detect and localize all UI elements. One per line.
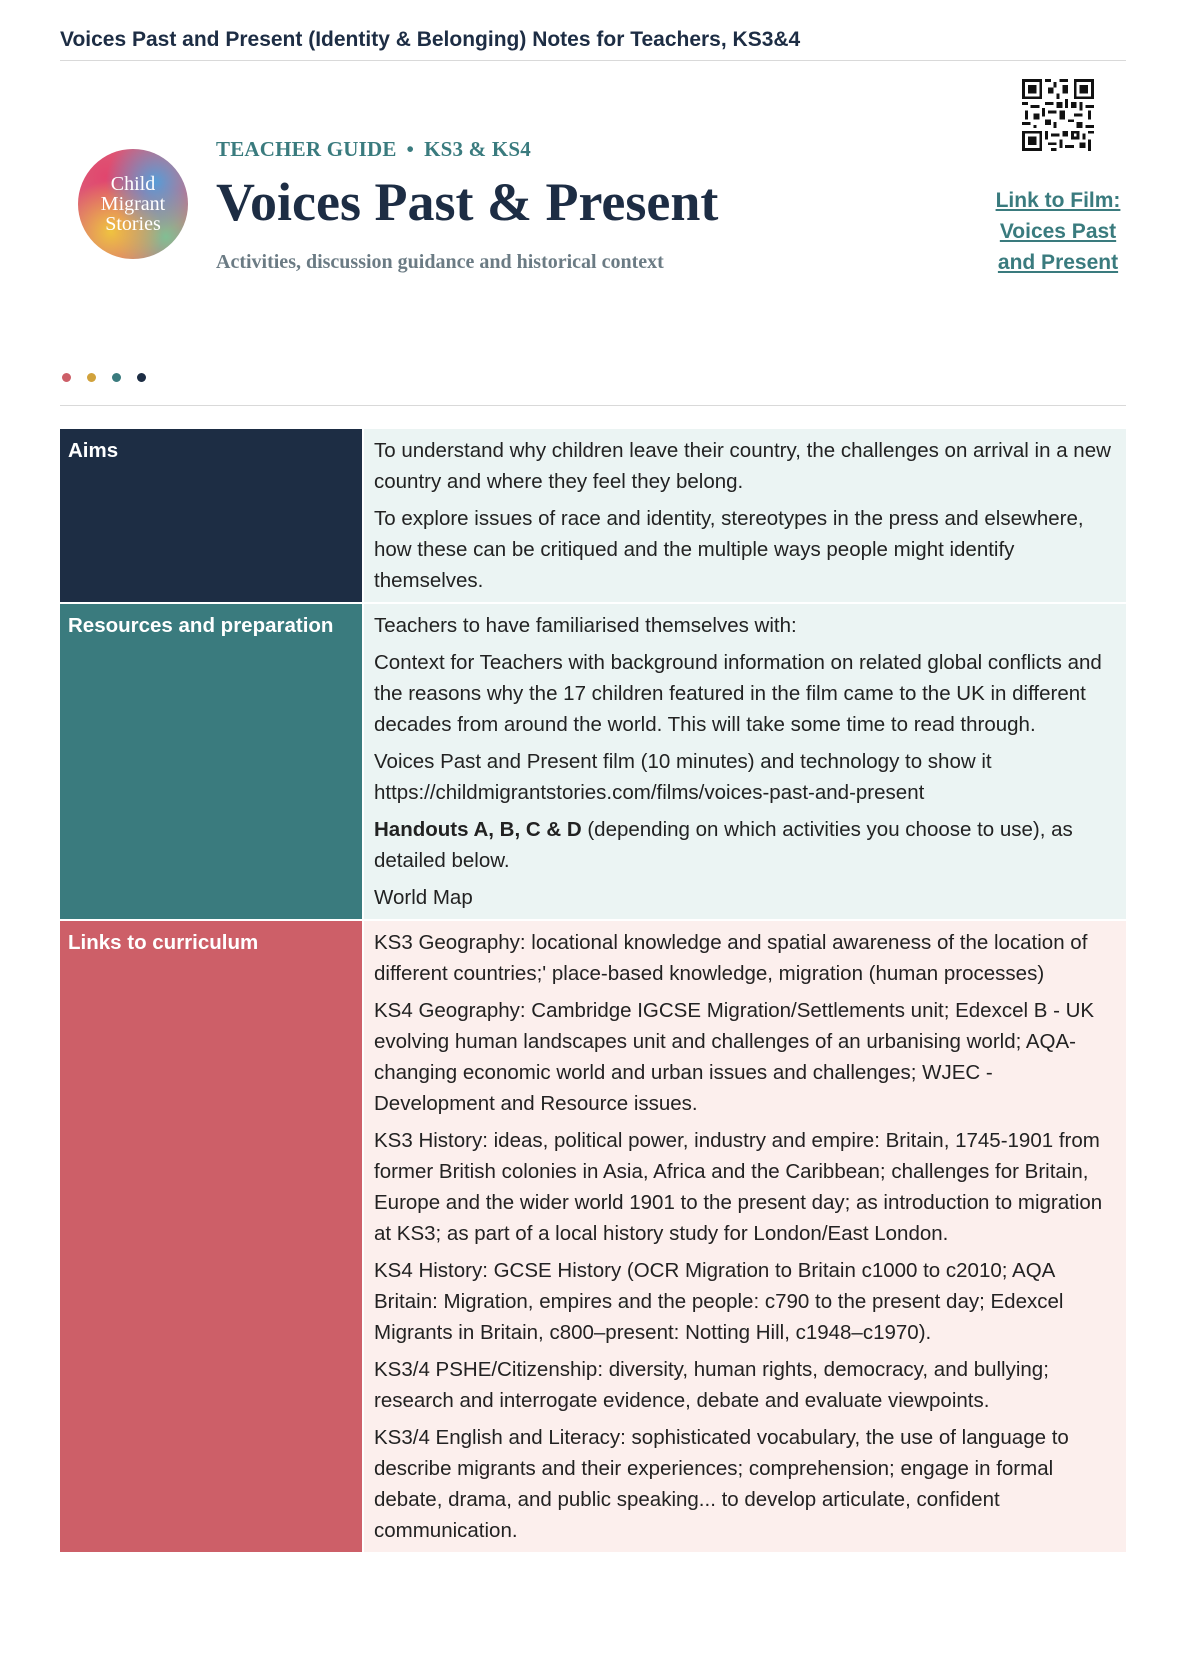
kicker-separator: • [406, 137, 415, 161]
resources-paragraph: World Map [374, 886, 473, 909]
film-link[interactable]: Link to Film: Voices Past and Present [995, 189, 1121, 274]
aims-paragraph: To explore issues of race and identity, stereotypes in the press and elsewhere, how these can be critiqued and the multiple ways people might identify themselves. [374, 507, 1084, 592]
page-subtitle: Activities, discussion guidance and historical context [216, 251, 664, 273]
decorative-dot-navy [137, 373, 146, 382]
resources-handouts-paragraph [374, 814, 1116, 876]
resources-paragraph: Teachers to have familiarised themselves with: [374, 614, 797, 637]
curriculum-paragraph: KS3 Geography: locational knowledge and spatial awareness of the location of different countries;' place-based knowledge, migration (human processes) [374, 931, 1088, 985]
handouts-detail: (depending on which activities you choose to use), as detailed below. [374, 818, 1073, 872]
curriculum-paragraph: KS4 History: GCSE History (OCR Migration to Britain c1000 to c2010; AQA Britain: Migration, empires and the people: c790 to the present day; Edexcel Migrants in Britain, c800–present: Notting Hill, c1948–c1970). [374, 1259, 1064, 1344]
row-content-resources [363, 603, 1126, 920]
row-content-aims [363, 429, 1126, 603]
header-divider [60, 405, 1126, 406]
running-header: Voices Past and Present (Identity & Belonging) Notes for Teachers, KS3&4 [60, 28, 1126, 61]
logo-line: Stories [105, 213, 161, 235]
qr-code-icon[interactable] [1022, 79, 1094, 151]
logo-line: Migrant [100, 193, 166, 215]
table-row-curriculum [60, 920, 1126, 1553]
table-row-aims [60, 429, 1126, 603]
decorative-dot-gold [87, 373, 96, 382]
decorative-dots [62, 373, 146, 382]
page [60, 0, 1126, 1554]
lesson-overview-table [60, 429, 1126, 1554]
curriculum-paragraph: KS4 Geography: Cambridge IGCSE Migration/Settlements unit; Edexcel B - UK evolving human landscapes unit and challenges of an urbanising world; AQA- changing economic world and urban issues and challenges; WJEC - Development and Resource issues. [374, 999, 1095, 1115]
kicker-key-stages: KS3 & KS4 [424, 137, 531, 161]
curriculum-paragraph: KS3/4 PSHE/Citizenship: diversity, human rights, democracy, and bullying; research and interrogate evidence, debate and evaluate viewpoints. [374, 1358, 1049, 1412]
decorative-dot-teal [112, 373, 121, 382]
row-content-curriculum [363, 920, 1126, 1553]
table-row-resources [60, 603, 1126, 920]
guide-header [60, 61, 1126, 409]
row-label-resources: Resources and preparation [60, 603, 363, 920]
curriculum-paragraph: KS3/4 English and Literacy: sophisticated vocabulary, the use of language to describe migrants and their experiences; comprehension; engage in formal debate, drama, and public speaking... to develop articulate, confident communication. [374, 1426, 1069, 1542]
guide-kicker [216, 137, 531, 162]
kicker-guide-type: TEACHER GUIDE [216, 137, 397, 161]
decorative-dot-coral [62, 373, 71, 382]
logo-line: Child [110, 173, 156, 195]
row-label-aims: Aims [60, 429, 363, 603]
curriculum-paragraph: KS3 History: ideas, political power, industry and empire: Britain, 1745-1901 from former British colonies in Asia, Africa and the Caribbean; challenges for Britain, Europe and the wider world 1901 to the present day; as introduction to migration at KS3; as part of a local history study for London/East London. [374, 1129, 1103, 1245]
resources-paragraph: Context for Teachers with background information on related global conflicts and the reasons why the 17 children featured in the film came to the UK in different decades from around the world. This will take some time to read through. [374, 651, 1102, 736]
aims-paragraph: To understand why children leave their country, the challenges on arrival in a new country and where they feel they belong. [374, 439, 1111, 493]
resources-film-paragraph: Voices Past and Present film (10 minutes) and technology to show it https://childmigrantstories.com/films/voices-past-and-present [374, 750, 992, 804]
row-label-curriculum: Links to curriculum [60, 920, 363, 1553]
child-migrant-stories-logo [78, 149, 188, 259]
page-title: Voices Past & Present [216, 172, 719, 232]
handouts-label: Handouts A, B, C & D [374, 818, 582, 841]
